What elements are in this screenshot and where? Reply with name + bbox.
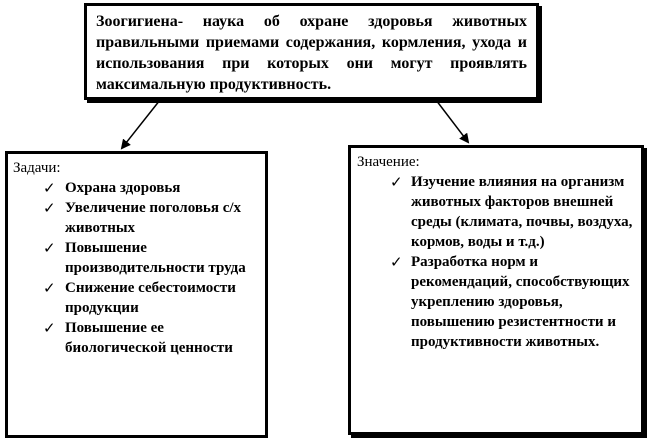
tasks-list <box>13 178 260 358</box>
list-item <box>13 238 260 278</box>
list-item <box>13 278 260 318</box>
significance-label: Разработка норм и рекомендаций, способствующих укреплению здоровья, повышению резистентности и продуктивности животных. <box>411 254 630 350</box>
check-mark-icon: ✓ <box>43 199 56 217</box>
check-mark-icon: ✓ <box>43 179 56 197</box>
check-mark-icon: ✓ <box>390 253 403 271</box>
significance-heading: Значение: <box>357 154 420 170</box>
check-mark-icon: ✓ <box>43 239 56 257</box>
significance-box <box>348 145 644 435</box>
list-item <box>13 318 260 358</box>
significance-label: Изучение влияния на организм животных факторов внешней среды (климата, почвы, воздуха, кормов, воды и т.д.) <box>411 174 633 250</box>
tasks-box <box>5 151 268 438</box>
definition-box <box>84 3 539 100</box>
arrow-to-significance <box>436 100 468 142</box>
task-label: Повышение производительности труда <box>65 240 246 276</box>
check-mark-icon: ✓ <box>43 279 56 297</box>
arrow-to-tasks <box>122 100 160 148</box>
list-item <box>357 252 636 352</box>
task-label: Повышение ее биологической ценности <box>65 320 233 356</box>
task-label: Увеличение поголовья с/х животных <box>65 200 242 236</box>
list-item <box>13 178 260 198</box>
list-item <box>357 172 636 252</box>
definition-text: Зоогигиена- наука об охране здоровья животных правильными приемами содержания, кормления, ухода и использования при которых они могут проявлять максимальную продуктивность. <box>96 13 527 93</box>
task-label: Снижение себестоимости продукции <box>65 280 236 316</box>
check-mark-icon: ✓ <box>390 173 403 191</box>
task-label: Охрана здоровья <box>65 180 181 196</box>
significance-list <box>357 172 636 352</box>
tasks-heading: Задачи: <box>13 160 61 176</box>
list-item <box>13 198 260 238</box>
check-mark-icon: ✓ <box>43 319 56 337</box>
